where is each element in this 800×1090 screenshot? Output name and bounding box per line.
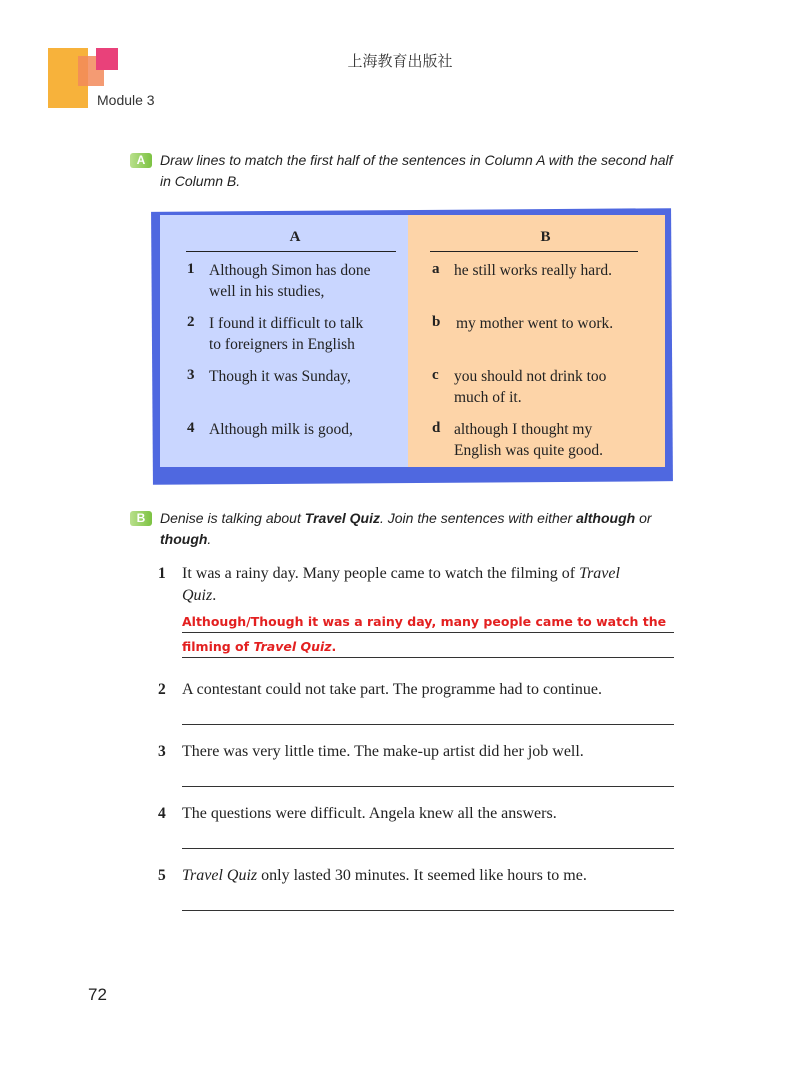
column-b (408, 215, 665, 467)
answer-1-line1: Although/Though it was a rainy day, many people came to watch the (182, 614, 667, 629)
answer-line[interactable] (182, 632, 674, 633)
section-a-instruction-line2: in Column B. (160, 173, 241, 189)
a-item-number: 1 (187, 261, 195, 277)
b-item-d (454, 419, 603, 461)
a-item-2-line2: to foreigners in English (209, 336, 355, 353)
column-b-rule (430, 251, 638, 252)
b-item-c-line2: much of it. (454, 389, 522, 406)
instr-bold-although: although (576, 510, 636, 526)
question-number: 2 (158, 681, 166, 698)
b-item-c-line1: you should not drink too (454, 368, 607, 385)
q1-text: It was a rainy day. Many people came to watch the filming of (182, 565, 580, 582)
column-a (160, 215, 408, 467)
question-1 (182, 563, 682, 607)
question-5 (182, 865, 682, 887)
page-number: 72 (88, 985, 107, 1004)
q1-italic: Travel (579, 565, 620, 582)
question-number: 4 (158, 805, 166, 822)
answer-line[interactable] (182, 786, 674, 787)
question-number: 1 (158, 565, 166, 582)
b-item-letter: c (432, 367, 439, 383)
column-a-rule (186, 251, 396, 252)
b-item-d-line2: English was quite good. (454, 442, 603, 459)
section-a-instruction (160, 150, 720, 192)
b-item-d-line1: although I thought my (454, 421, 593, 438)
section-b-badge: B (130, 511, 152, 526)
section-b-instruction-line2 (160, 529, 720, 550)
b-item-a-line1: he still works really hard. (454, 262, 612, 279)
a-item-1-line1: Although Simon has done (209, 262, 371, 279)
b-item-b-line1: my mother went to work. (456, 315, 614, 332)
question-3: There was very little time. The make-up artist did her job well. (182, 743, 584, 760)
answer-1-italic: Travel Quiz (253, 639, 332, 654)
q1-italic-line2: Quiz (182, 587, 213, 604)
a-item-3 (209, 366, 351, 387)
a-item-3-line1: Though it was Sunday, (209, 368, 351, 385)
publisher-name: 上海教育出版社 (347, 52, 453, 70)
section-b-instruction-line1 (160, 508, 720, 529)
question-4: The questions were difficult. Angela knew all the answers. (182, 805, 557, 822)
instr-bold-travel-quiz: Travel Quiz (304, 510, 380, 526)
section-b-instruction (160, 508, 720, 550)
matching-table (160, 215, 665, 467)
instr-text: or (635, 510, 652, 526)
answer-1-line2 (182, 639, 336, 654)
answer-1-text: filming of (182, 639, 254, 654)
question-2: A contestant could not take part. The programme had to continue. (182, 681, 603, 698)
module-label: Module 3 (97, 92, 155, 108)
answer-1-period: . (331, 639, 337, 654)
a-item-number: 4 (187, 420, 195, 436)
instr-text: Denise is talking about (160, 510, 305, 526)
answer-line[interactable] (182, 724, 674, 725)
b-item-c (454, 366, 606, 408)
section-a-instruction-line1: Draw lines to match the first half of the sentences in Column A with the second half (160, 152, 673, 168)
answer-line[interactable] (182, 910, 674, 911)
column-b-title: B (540, 229, 551, 245)
question-number: 5 (158, 867, 166, 884)
b-item-letter: d (432, 420, 441, 436)
a-item-1-line2: well in his studies, (209, 283, 325, 300)
a-item-number: 2 (187, 314, 195, 330)
b-item-letter: b (432, 314, 441, 330)
question-1-line1 (182, 563, 682, 585)
a-item-1 (209, 260, 370, 302)
instr-text: . Join the sentences with either (379, 510, 577, 526)
answer-line[interactable] (182, 657, 674, 658)
a-item-4-line1: Although milk is good, (209, 421, 353, 438)
a-item-number: 3 (187, 367, 195, 383)
a-item-2-line1: I found it difficult to talk (209, 315, 364, 332)
b-item-a (454, 260, 612, 281)
b-item-b (456, 313, 613, 334)
section-a-badge: A (130, 153, 152, 168)
instr-text: . (207, 531, 212, 547)
answer-line[interactable] (182, 848, 674, 849)
question-1-line2 (182, 585, 682, 607)
question-number: 3 (158, 743, 166, 760)
q5-text: only lasted 30 minutes. It seemed like hours to me. (257, 867, 587, 884)
instr-bold-though: though (160, 531, 208, 547)
a-item-4 (209, 419, 353, 440)
column-a-title: A (289, 229, 301, 245)
a-item-2 (209, 313, 363, 355)
b-item-letter: a (432, 261, 440, 277)
q5-italic: Travel Quiz (182, 867, 258, 884)
q1-period: . (212, 587, 217, 604)
